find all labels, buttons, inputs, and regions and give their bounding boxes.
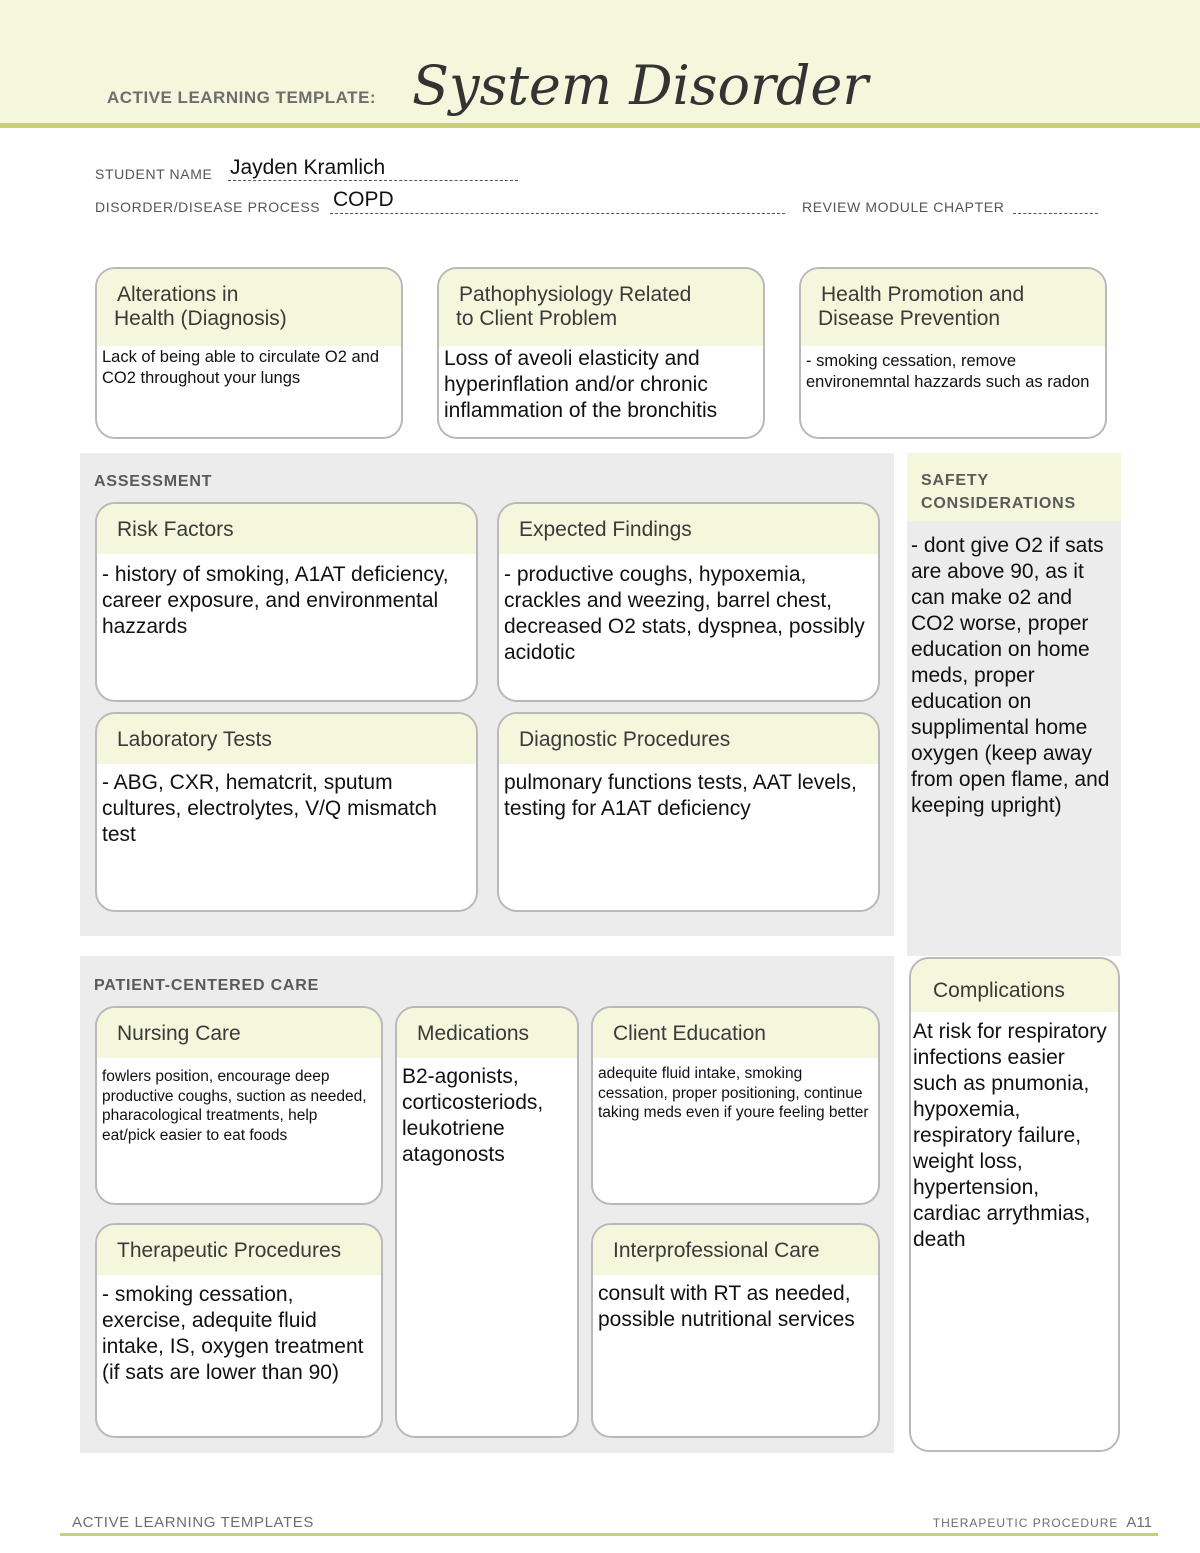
card-header xyxy=(439,269,763,346)
card-header: Complications xyxy=(911,959,1118,1012)
card-title-line2: to Client Problem xyxy=(456,307,618,330)
card-header: Nursing Care xyxy=(97,1008,381,1058)
card-body[interactable]: - productive coughs, hypoxemia, crackles and weezing, barrel chest, decreased O2 stats, dyspnea, possibly acidotic xyxy=(504,563,865,664)
card-title-line2: Health (Diagnosis) xyxy=(114,307,287,330)
card-header: Diagnostic Procedures xyxy=(499,714,878,764)
card-body[interactable]: - history of smoking, A1AT deficiency, career exposure, and environmental hazzards xyxy=(102,563,449,638)
student-name-label: STUDENT NAME xyxy=(95,166,213,182)
card-health-promotion xyxy=(799,267,1107,439)
card-body[interactable]: fowlers position, encourage deep productive coughs, suction as needed, pharacological treatments, help eat/pick easier to eat foods xyxy=(102,1068,367,1144)
card-risk-factors xyxy=(95,502,478,702)
footer-left-text: ACTIVE LEARNING TEMPLATES xyxy=(72,1514,314,1531)
template-title: System Disorder xyxy=(412,54,869,117)
card-diagnostic-procedures xyxy=(497,712,880,912)
card-nursing-care xyxy=(95,1006,383,1205)
card-header: Laboratory Tests xyxy=(97,714,476,764)
card-body[interactable]: Lack of being able to circulate O2 and CO2 throughout your lungs xyxy=(102,348,380,387)
safety-label-line1: SAFETY xyxy=(921,472,989,489)
card-body[interactable]: - smoking cessation, remove environemntal hazzards such as radon xyxy=(806,352,1090,391)
card-header: Therapeutic Procedures xyxy=(97,1225,381,1275)
footer-right-text: THERAPEUTIC PROCEDURE xyxy=(932,1516,1119,1530)
chapter-label: REVIEW MODULE CHAPTER xyxy=(802,199,1005,215)
card-complications xyxy=(909,957,1120,1452)
card-pathophysiology xyxy=(437,267,765,439)
patient-care-label: PATIENT-CENTERED CARE xyxy=(94,977,320,994)
card-medications xyxy=(395,1006,579,1438)
template-prefix: ACTIVE LEARNING TEMPLATE: xyxy=(107,88,377,107)
header-divider xyxy=(0,123,1200,128)
card-header: Risk Factors xyxy=(97,504,476,554)
assessment-label: ASSESSMENT xyxy=(94,473,213,490)
card-header: Interprofessional Care xyxy=(593,1225,878,1275)
card-body[interactable]: pulmonary functions tests, AAT levels, testing for A1AT deficiency xyxy=(504,771,857,820)
card-header xyxy=(801,269,1105,346)
safety-header xyxy=(907,453,1121,521)
card-alterations-in-health xyxy=(95,267,403,439)
card-title-line1: Pathophysiology Related xyxy=(459,283,692,306)
student-name-line xyxy=(228,180,518,181)
card-laboratory-tests xyxy=(95,712,478,912)
card-body[interactable]: B2-agonists, corticosteriods, leukotriene atagonosts xyxy=(402,1065,544,1166)
card-header: Medications xyxy=(397,1008,577,1058)
safety-panel xyxy=(907,453,1121,956)
card-title-line1: Health Promotion and xyxy=(821,283,1025,306)
card-body[interactable]: adequite fluid intake, smoking cessation, proper positioning, continue taking meds even if youre feeling better xyxy=(598,1065,869,1121)
card-body[interactable]: Loss of aveoli elasticity and hyperinflation and/or chronic inflammation of the bronchitis xyxy=(444,347,718,422)
card-header xyxy=(97,269,401,346)
card-body[interactable]: - ABG, CXR, hematcrit, sputum cultures, electrolytes, V/Q mismatch test xyxy=(102,771,437,846)
card-body[interactable]: At risk for respiratory infections easier such as pnumonia, hypoxemia, respiratory failure, weight loss, hypertension, cardiac arrythmias, death xyxy=(913,1020,1107,1251)
card-header: Expected Findings xyxy=(499,504,878,554)
card-therapeutic-procedures xyxy=(95,1223,383,1438)
footer-divider xyxy=(60,1533,1158,1536)
safety-body[interactable]: - dont give O2 if sats are above 90, as it can make o2 and CO2 worse, proper education on home meds, proper education on supplimental home oxygen (keep away from open flame, and keeping upright) xyxy=(911,534,1110,817)
card-body[interactable]: - smoking cessation, exercise, adequite fluid intake, IS, oxygen treatment (if sats are lower than 90) xyxy=(102,1283,364,1384)
card-header: Client Education xyxy=(593,1008,878,1058)
card-title-line2: Disease Prevention xyxy=(818,307,1001,330)
disorder-value[interactable]: COPD xyxy=(333,188,394,211)
disorder-line xyxy=(330,213,785,214)
student-name-value[interactable]: Jayden Kramlich xyxy=(230,156,386,179)
footer-page-number: A11 xyxy=(1126,1514,1152,1531)
safety-label-line2: CONSIDERATIONS xyxy=(921,495,1076,512)
card-expected-findings xyxy=(497,502,880,702)
card-client-education xyxy=(591,1006,880,1205)
card-interprofessional-care xyxy=(591,1223,880,1438)
footer-right xyxy=(933,1514,1152,1531)
chapter-line[interactable] xyxy=(1013,213,1098,214)
card-body[interactable]: consult with RT as needed, possible nutritional services xyxy=(598,1282,855,1331)
disorder-label: DISORDER/DISEASE PROCESS xyxy=(95,199,321,215)
card-title-line1: Alterations in xyxy=(117,283,239,306)
